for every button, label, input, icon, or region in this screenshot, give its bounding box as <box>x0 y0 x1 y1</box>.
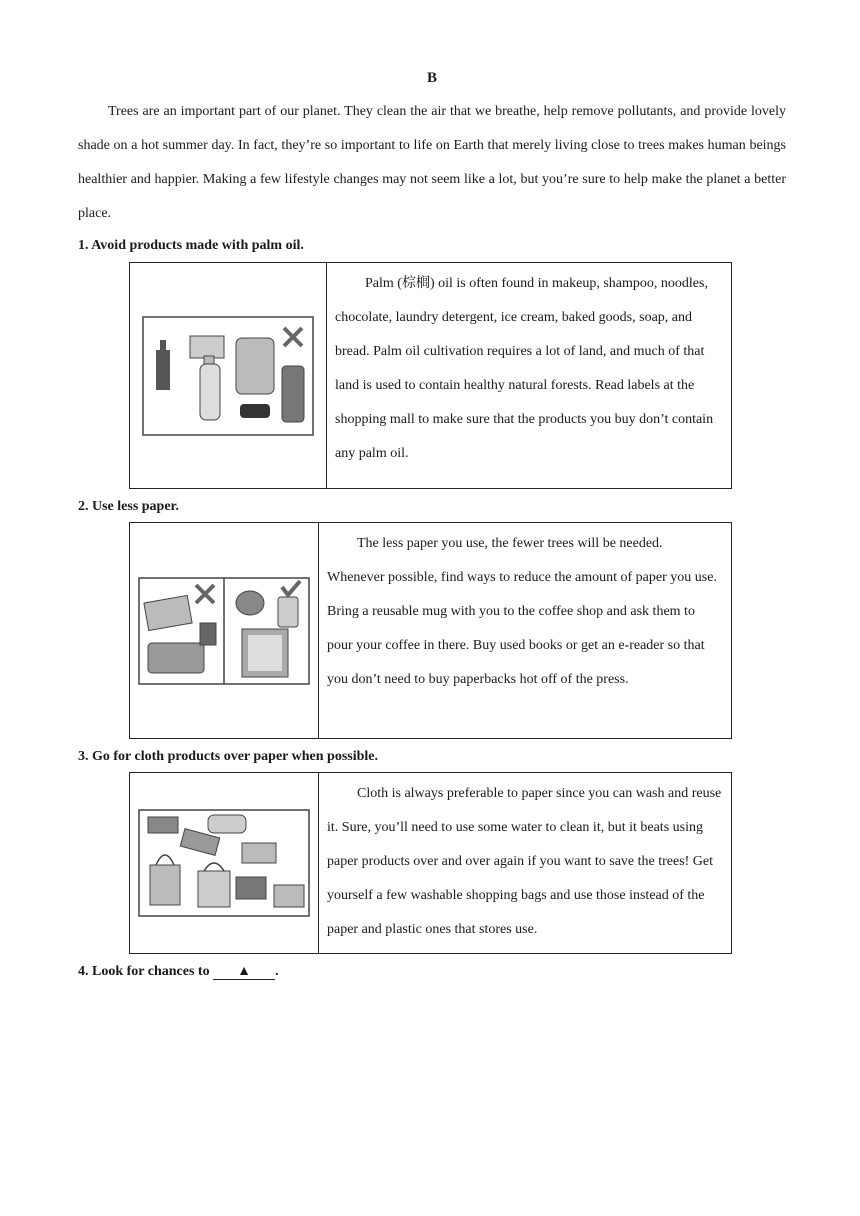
section-label: B <box>426 70 437 86</box>
tip-3-heading: 3. Go for cloth products over paper when possible. <box>78 749 378 764</box>
answer-blank[interactable] <box>213 965 275 980</box>
tip-2-text: The less paper you use, the fewer trees will be needed. Whenever possible, find ways to reduce the amount of paper you use. Bring a reusable mug with you to the coffee shop and ask them to pour your coffee in there. Buy used books or get an e-reader so that you don’t need to buy paperbacks hot off of the press. <box>327 536 717 687</box>
less-paper-illustration <box>130 523 319 738</box>
tip-2-box <box>129 522 732 739</box>
tip-1-box <box>129 262 732 489</box>
tip-2-heading: 2. Use less paper. <box>78 499 179 514</box>
tip-3-box <box>129 772 732 954</box>
tip-4-heading <box>78 962 279 982</box>
tip-4-heading-text: 4. Look for chances to <box>78 964 210 979</box>
intro-paragraph: Trees are an important part of our planet. They clean the air that we breathe, help remove pollutants, and provide lovely shade on a hot summer day. In fact, they’re so important to life on Earth that merely living close to trees makes human beings healthier and happier. Making a few lifestyle changes may not seem like a lot, but you’re sure to help make the planet a better place. <box>78 104 786 221</box>
palm-oil-products-illustration <box>130 263 327 488</box>
blank-triangle-icon: ▲ <box>237 964 251 979</box>
tip-1-heading: 1. Avoid products made with palm oil. <box>78 238 304 253</box>
tip-1-text: Palm (棕榈) oil is often found in makeup, shampoo, noodles, chocolate, laundry detergent, ice cream, baked goods, soap, and bread. Palm oil cultivation requires a lot of land, and much of that land is used to contain healthy natural forests. Read labels at the shopping mall to make sure that the products you buy don’t contain any palm oil. <box>335 276 714 461</box>
tip-3-text: Cloth is always preferable to paper since you can wash and reuse it. Sure, you’ll need to use some water to clean it, but it beats using paper products over and over again if you want to save the trees! Get yourself a few washable shopping bags and use those instead of the paper and plastic ones that stores use. <box>327 786 722 937</box>
cloth-products-illustration <box>130 773 319 953</box>
cloth-products-icon <box>138 809 310 917</box>
heading-period: . <box>275 964 279 979</box>
palm-oil-products-icon <box>142 316 314 436</box>
paper-vs-ereader-icon <box>138 577 310 685</box>
